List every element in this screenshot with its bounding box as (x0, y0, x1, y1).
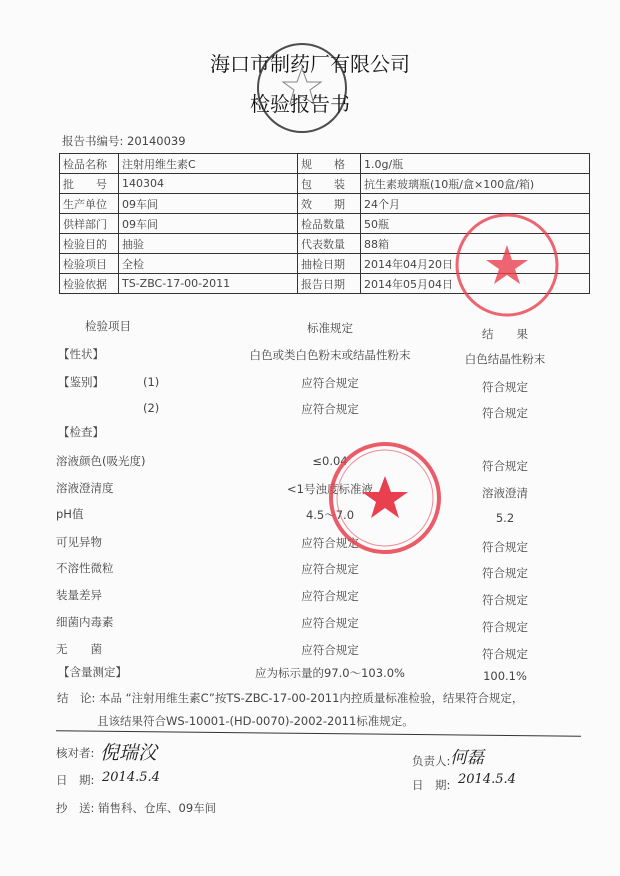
info-value: 2014年05月04日 (361, 274, 590, 294)
info-value: 140304 (119, 174, 298, 194)
info-value: 88箱 (361, 234, 590, 254)
checker-date-label: 日 期: (56, 773, 95, 787)
lead-date: 2014.5.4 (458, 772, 516, 787)
divider (56, 730, 581, 736)
info-value: 全检 (119, 254, 298, 274)
header-result: 结 果 (482, 327, 528, 341)
lead-date-label: 日 期: (412, 778, 451, 792)
result-item: pH值 (56, 507, 84, 521)
result-standard: 应符合规定 (301, 643, 359, 657)
result-item: 无 菌 (56, 642, 102, 656)
result-standard: 应符合规定 (301, 616, 359, 630)
result-value: 100.1% (483, 669, 527, 683)
checker-date: 2014.5.4 (102, 770, 160, 785)
info-label: 检验项目 (60, 254, 119, 274)
conclusion-line-2: 且该结果符合WS-10001-(HD-0070)-2002-2011标准规定。 (97, 714, 414, 728)
result-standard: 应符合规定 (301, 536, 359, 550)
info-value: 2014年04月20日 (361, 254, 590, 274)
info-label: 报告日期 (298, 274, 361, 294)
result-item: 溶液澄清度 (56, 481, 114, 495)
info-value: 1.0g/瓶 (361, 154, 590, 174)
info-value: TS-ZBC-17-00-2011 (119, 274, 298, 294)
result-value: 符合规定 (482, 406, 528, 420)
result-item: 不溶性微粒 (56, 561, 114, 575)
result-standard: 应符合规定 (301, 589, 359, 603)
info-label: 抽检日期 (298, 254, 361, 274)
result-item: 可见异物 (56, 535, 102, 549)
info-value: 50瓶 (361, 214, 590, 234)
result-standard: 应符合规定 (301, 402, 359, 416)
info-label: 检验目的 (60, 234, 119, 254)
result-standard: <1号浊度标准液 (287, 482, 373, 496)
lead-signature: 何磊 (450, 748, 484, 768)
header-standard: 标准规定 (307, 321, 353, 335)
cc-list: 抄 送: 销售科、仓库、09车间 (56, 801, 217, 815)
info-label: 供样部门 (60, 214, 119, 234)
result-standard: 4.5～7.0 (305, 508, 355, 522)
info-label: 检品名称 (60, 154, 119, 174)
info-label: 代表数量 (298, 234, 361, 254)
result-value: 符合规定 (482, 459, 528, 473)
info-value: 09车间 (119, 214, 298, 234)
company-name: 海口市制药厂有限公司 (210, 52, 410, 76)
info-row (60, 154, 590, 174)
result-value: 溶液澄清 (482, 486, 528, 500)
result-value: 符合规定 (482, 380, 528, 394)
result-value: 符合规定 (482, 593, 528, 607)
result-standard: ≤0.04 (312, 454, 348, 468)
report-number: 报告书编号: 20140039 (62, 134, 186, 148)
result-subitem: (1) (143, 375, 160, 389)
quality-seal-stamp-middle (325, 440, 445, 560)
info-label: 效 期 (298, 194, 361, 214)
report-title: 检验报告书 (250, 92, 350, 116)
info-label: 检验依据 (60, 274, 119, 294)
info-row (60, 174, 590, 194)
info-value: 09车间 (119, 194, 298, 214)
info-value: 注射用维生素C (119, 154, 298, 174)
result-value: 符合规定 (482, 620, 528, 634)
info-value: 抗生素玻璃瓶(10瓶/盒×100盒/箱) (361, 174, 590, 194)
info-label: 生产单位 (60, 194, 119, 214)
conclusion-line-1: 结 论: 本品 “注射用维生素C”按TS-ZBC-17-00-2011内控质量标准检验，结果符合规定， (57, 691, 524, 705)
result-standard: 应符合规定 (301, 562, 359, 576)
checker-signature: 倪瑞㳇 (100, 742, 158, 764)
result-value: 白色结晶性粉末 (464, 352, 546, 366)
info-label: 批 号 (60, 174, 119, 194)
result-item: 细菌内毒素 (56, 615, 114, 629)
info-value: 24个月 (361, 194, 590, 214)
info-value: 抽验 (119, 234, 298, 254)
result-item: 溶液颜色(吸光度) (56, 454, 146, 468)
info-label: 包 装 (298, 174, 361, 194)
info-label: 规 格 (298, 154, 361, 174)
result-item: 【鉴别】 (58, 375, 104, 389)
inspection-seal-stamp (250, 38, 360, 138)
lead-label: 负责人: (412, 754, 451, 768)
result-value: 符合规定 (482, 540, 528, 554)
result-standard: 应符合规定 (301, 376, 359, 390)
checker-label: 核对者: (56, 746, 95, 760)
result-item: 【性状】 (58, 347, 104, 361)
result-value: 符合规定 (482, 566, 528, 580)
result-item: 装量差异 (56, 588, 102, 602)
result-value: 符合规定 (482, 647, 528, 661)
result-standard: 白色或类白色粉末或结晶性粉末 (249, 348, 411, 362)
header-item: 检验项目 (85, 319, 131, 333)
result-item: 【检查】 (58, 425, 104, 439)
info-label: 检品数量 (298, 214, 361, 234)
result-standard: 应为标示量的97.0～103.0% (255, 666, 405, 680)
result-value: 5.2 (495, 511, 515, 525)
result-subitem: (2) (143, 401, 160, 415)
result-item: 【含量测定】 (58, 665, 127, 679)
quality-seal-stamp-right (452, 210, 562, 320)
